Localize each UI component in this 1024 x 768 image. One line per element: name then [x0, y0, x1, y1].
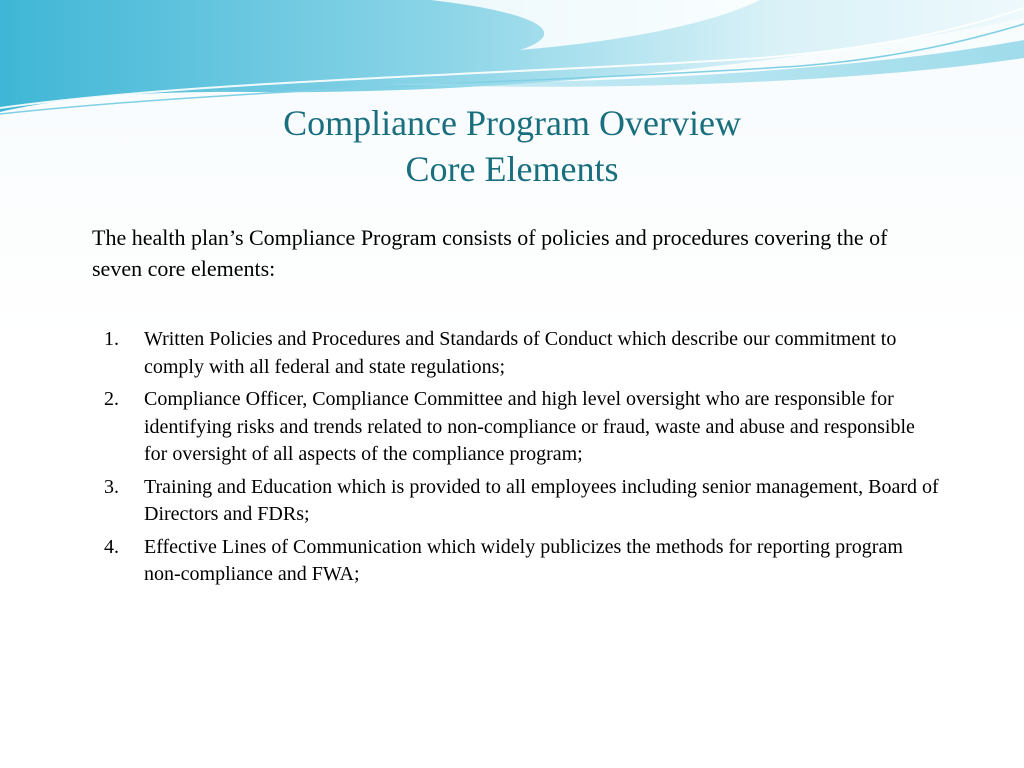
list-item	[100, 534, 940, 589]
intro-paragraph: The health plan’s Compliance Program consists of policies and procedures covering the of seven core elements:	[92, 225, 888, 281]
list-item	[100, 326, 940, 381]
list-item-text: Compliance Officer, Compliance Committee and high level oversight who are responsible for identifying risks and trends related to non-compliance or fraud, waste and abuse and responsible for oversight of all aspects of the compliance program;	[144, 388, 915, 465]
list-item	[100, 386, 940, 469]
title-line-2: Core Elements	[405, 149, 619, 189]
list-item-number: 1.	[104, 328, 119, 350]
list-item	[100, 474, 940, 529]
list-item-text: Effective Lines of Communication which widely publicizes the methods for reporting program non-compliance and FWA;	[144, 535, 903, 585]
slide-title	[0, 100, 1024, 192]
list-item-text: Written Policies and Procedures and Standards of Conduct which describe our commitment to comply with all federal and state regulations;	[144, 328, 897, 378]
list-item-number: 2.	[104, 388, 119, 410]
list-item-number: 4.	[104, 535, 119, 558]
list-item-text: Training and Education which is provided to all employees including senior management, Board of Directors and FDRs;	[144, 475, 939, 525]
title-line-1: Compliance Program Overview	[283, 103, 741, 143]
core-elements-list	[100, 326, 940, 594]
list-item-number: 3.	[104, 475, 119, 498]
